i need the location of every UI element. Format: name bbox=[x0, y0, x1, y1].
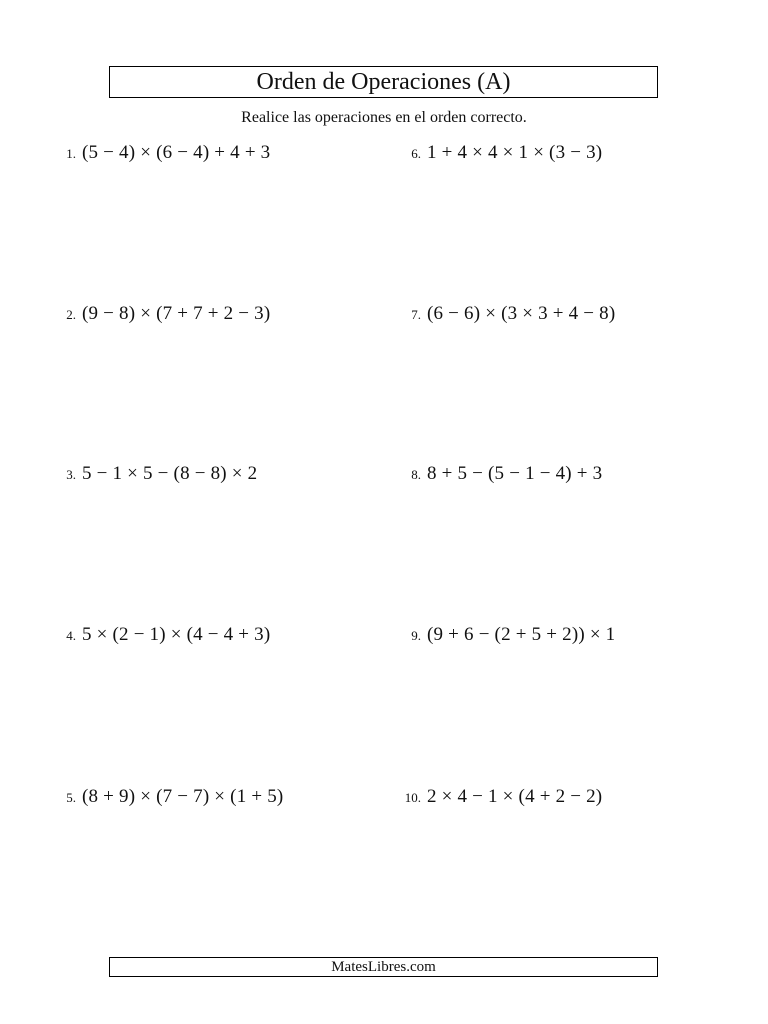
footer bbox=[109, 957, 658, 977]
problem-number: 5. bbox=[66, 790, 76, 805]
problem-expression: 5 − 1 × 5 − (8 − 8) × 2 bbox=[82, 463, 258, 484]
problem-10 bbox=[402, 786, 602, 810]
problem-expression: (8 + 9) × (7 − 7) × (1 + 5) bbox=[82, 786, 284, 807]
problem-5 bbox=[62, 786, 283, 810]
problem-3 bbox=[62, 463, 257, 487]
problem-number: 4. bbox=[66, 628, 76, 643]
problem-number: 2. bbox=[66, 307, 76, 322]
problem-expression: (6 − 6) × (3 × 3 + 4 − 8) bbox=[427, 303, 616, 324]
problem-7 bbox=[402, 303, 615, 327]
problem-number: 1. bbox=[66, 146, 76, 161]
problem-expression: 1 + 4 × 4 × 1 × (3 − 3) bbox=[427, 142, 603, 163]
problem-number: 3. bbox=[66, 467, 76, 482]
worksheet-title-text: Orden de Operaciones (A) bbox=[256, 69, 511, 95]
problem-6 bbox=[402, 142, 602, 166]
problem-number: 10. bbox=[404, 790, 421, 805]
problem-expression: 2 × 4 − 1 × (4 + 2 − 2) bbox=[427, 786, 603, 807]
problem-number: 7. bbox=[411, 307, 421, 322]
problem-number: 8. bbox=[411, 467, 421, 482]
problem-expression: 8 + 5 − (5 − 1 − 4) + 3 bbox=[427, 463, 603, 484]
problem-8 bbox=[402, 463, 602, 487]
problem-9 bbox=[402, 624, 615, 648]
problem-expression: 5 × (2 − 1) × (4 − 4 + 3) bbox=[82, 624, 271, 645]
problem-number: 9. bbox=[411, 628, 421, 643]
problem-expression: (9 + 6 − (2 + 5 + 2)) × 1 bbox=[427, 624, 616, 645]
problem-expression: (9 − 8) × (7 + 7 + 2 − 3) bbox=[82, 303, 271, 324]
problem-4 bbox=[62, 624, 270, 648]
worksheet-title bbox=[109, 66, 658, 98]
problem-2 bbox=[62, 303, 270, 327]
problem-expression: (5 − 4) × (6 − 4) + 4 + 3 bbox=[82, 142, 271, 163]
instructions: Realice las operaciones en el orden correcto. bbox=[241, 109, 527, 126]
problem-number: 6. bbox=[411, 146, 421, 161]
footer-text: MatesLibres.com bbox=[331, 958, 436, 975]
problem-1 bbox=[62, 142, 270, 166]
